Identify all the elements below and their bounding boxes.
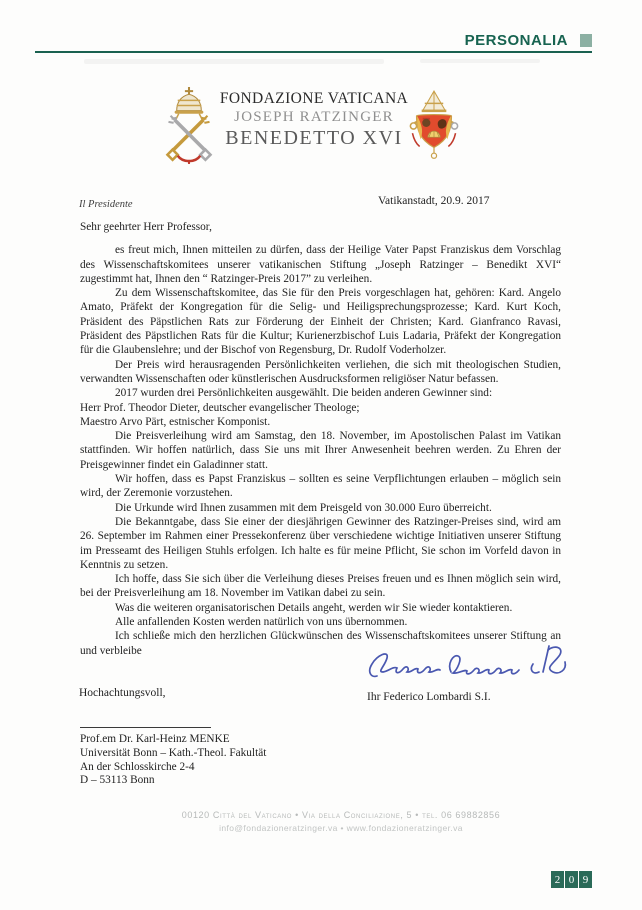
papal-tiara-crossed-keys-emblem xyxy=(162,86,216,166)
letter-body xyxy=(80,220,561,658)
page-number-digit: 2 xyxy=(551,871,564,888)
scan-smudge xyxy=(84,59,384,64)
recipient-address xyxy=(80,733,266,788)
dateline: Vatikanstadt, 20.9. 2017 xyxy=(378,195,490,207)
page-number-digit: 9 xyxy=(579,871,592,888)
header-rule xyxy=(35,51,592,53)
salutation: Sehr geehrter Herr Professor, xyxy=(80,221,212,233)
letter-paragraph: Maestro Arvo Pärt, estnischer Komponist. xyxy=(80,415,271,428)
page-number-digit: 0 xyxy=(565,871,578,888)
letter-paragraph: Die Preisverleihung wird am Samstag, den 18. November, im Apostolischen Palast im Vatikan stattfinden. Wir hoffen natürlich, dass Sie uns mit Ihrer Anwesenheit beehren werden. Zu Ehren der Preisgewinner findet ein Galadinner statt. xyxy=(80,430,561,471)
scan-smudge xyxy=(420,59,540,63)
letter-paragraph: Zu dem Wissenschaftskomitee, das Sie für den Preis vorgeschlagen hat, gehören: Kard. Angelo Amato, Präfekt der Kongregation für die Selig- und Heiligsprechungsprozesse; Kard. Kurt Koch, Präsident des Päpstlichen Rats zur Förderung der Einheit der Christen; Kard. Gianfranco Ravasi, Präsident des Päpstlichen Rats für die Kultur; Kurienerzbischof Luis Ladaria, Präfekt der Kongregation für die Glaubenslehre; und der Bischof von Regensburg, Dr. Rudolf Voderholzer. xyxy=(80,287,561,357)
signature-printed-name: Ihr Federico Lombardi S.I. xyxy=(367,691,491,703)
letter-paragraph: Ich hoffe, dass Sie sich über die Verleihung dieses Preises freuen und es Ihnen möglich sein wird, bei der Preisverleihung am 18. November im Vatikan dabei zu sein. xyxy=(80,573,561,600)
letter-paragraph: Die Bekanntgabe, dass Sie einer der diesjährigen Gewinner des Ratzinger-Preises sind, wird am 26. September im Rahmen einer Pressekonferenz über verschiedene wichtige Initiativen unserer Stiftung im Presseamt des Heiligen Stuhls erfolgen. Ich halte es für meine Pflicht, Sie schon im Vorfeld davon in Kenntnis zu setzen. xyxy=(80,515,561,571)
sender-role: Il Presidente xyxy=(79,199,133,210)
letter-paragraph: Was die weiteren organisatorischen Details angeht, werden wir Sie wieder kontaktieren. xyxy=(115,601,513,614)
recipient-divider xyxy=(80,727,211,728)
recipient-line: Prof.em Dr. Karl-Heinz MENKE xyxy=(80,733,230,745)
letterhead-line1: FONDAZIONE VATICANA xyxy=(219,90,409,107)
section-title: PERSONALIA xyxy=(464,32,568,49)
footer-contact-line: info@fondazioneratzinger.va • www.fondazioneratzinger.va xyxy=(219,823,463,833)
letterhead xyxy=(218,91,410,150)
recipient-line: Universität Bonn – Kath.-Theol. Fakultät xyxy=(80,746,267,759)
letter-paragraph: es freut mich, Ihnen mitteilen zu dürfen, dass der Heilige Vater Papst Franziskus dem Vorschlag des Wissenschaftskomitees unserer vatikanischen Stiftung „Joseph Ratzinger – Benedikt XVI“ zugestimmt hat, Ihnen den “ Ratzinger-Preis 2017” zu verleihen. xyxy=(80,244,561,285)
signature-handwriting xyxy=(363,642,578,692)
section-marker-square xyxy=(580,34,592,47)
recipient-line: D – 53113 Bonn xyxy=(80,774,155,787)
closing-formula: Hochachtungsvoll, xyxy=(79,687,166,699)
letterhead-line3: BENEDETTO XVI xyxy=(225,127,403,149)
letterhead-footer xyxy=(61,810,621,833)
section-header xyxy=(465,32,592,49)
footer-address-line: 00120 Città del Vaticano • Via della Conciliazione, 5 • tel. 06 69882856 xyxy=(181,810,501,820)
letter-paragraph: Ich schließe mich den herzlichen Glückwünschen des Wissenschaftskomitees unserer Stiftung an und verbleibe xyxy=(80,630,561,657)
letter-paragraph: Herr Prof. Theodor Dieter, deutscher evangelischer Theologe; xyxy=(80,401,360,414)
benedict-xvi-coat-of-arms xyxy=(408,88,460,166)
letter-paragraph: Alle anfallenden Kosten werden natürlich von uns übernommen. xyxy=(115,616,408,629)
letter-paragraph: Wir hoffen, dass es Papst Franziskus – sollten es seine Verpflichtungen erlauben – möglich sein wird, der Zeremonie vorzustehen. xyxy=(80,473,561,500)
recipient-line: An der Schlosskirche 2-4 xyxy=(80,760,195,773)
letter-paragraph: Der Preis wird herausragenden Persönlichkeiten verliehen, die sich mit theologischen Studien, verwandten Wissenschaften oder künstlerischen Ausdrucksformen religiöser Natur befassen. xyxy=(80,358,561,385)
letter-paragraph: Die Urkunde wird Ihnen zusammen mit dem Preisgeld von 30.000 Euro überreicht. xyxy=(115,501,492,514)
letterhead-line2: JOSEPH RATZINGER xyxy=(234,109,394,125)
letter-paragraph: 2017 wurden drei Persönlichkeiten ausgewählt. Die beiden anderen Gewinner sind: xyxy=(115,387,493,400)
page-number xyxy=(551,871,592,888)
